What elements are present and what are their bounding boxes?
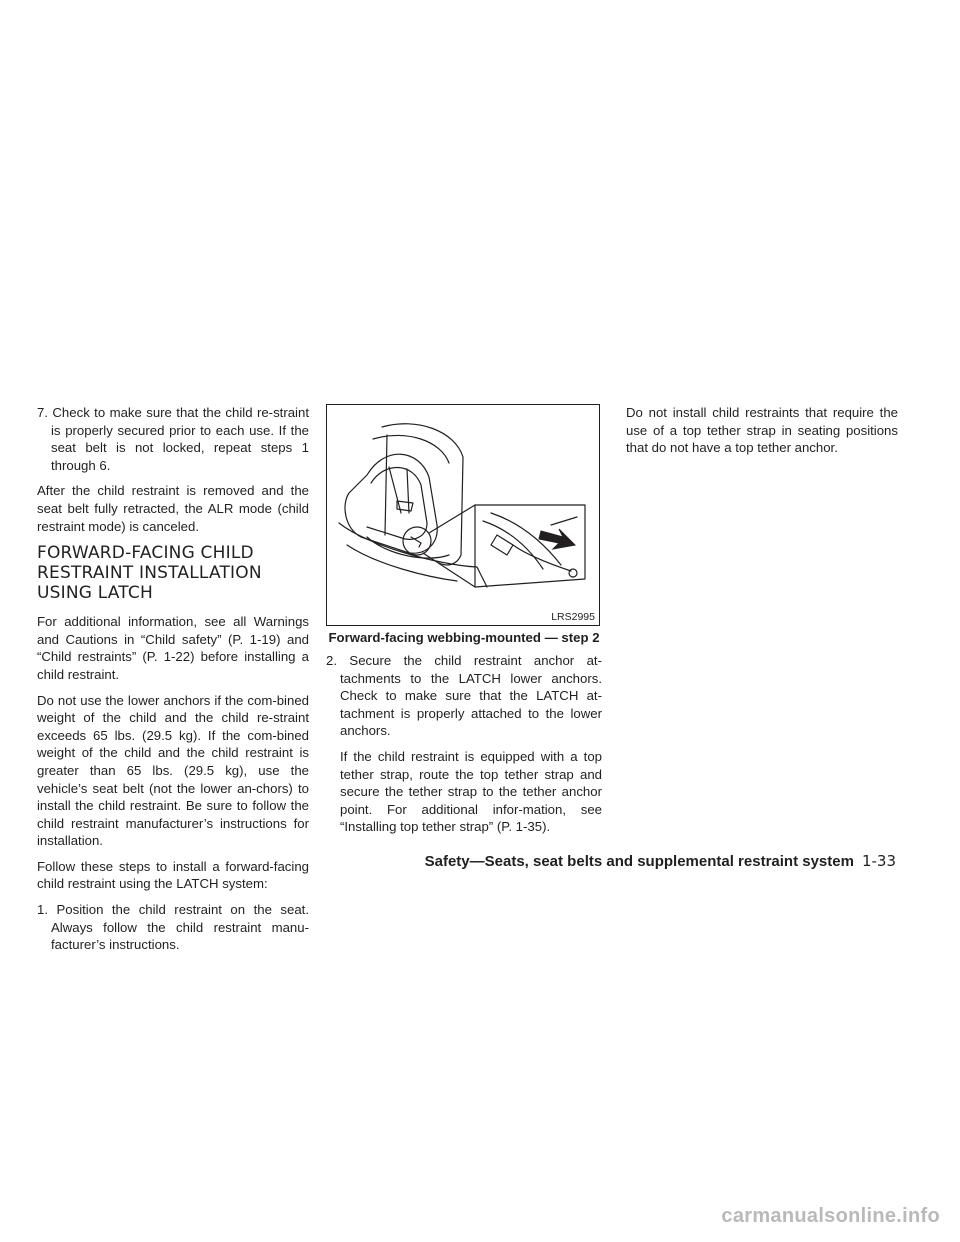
- footer-section-title: Safety—Seats, seat belts and supplemental restraint system: [424, 853, 854, 870]
- watermark: carmanualsonline.info: [721, 1205, 940, 1227]
- figure-code: LRS2995: [551, 611, 595, 623]
- child-seat-illustration: [326, 404, 600, 626]
- step-1: 1. Position the child restraint on the seat. Always follow the child restraint manu-facturer’s instructions.: [37, 902, 309, 953]
- page-footer: [425, 852, 896, 870]
- text-column-1: [37, 404, 309, 962]
- figure-caption: Forward-facing webbing-mounted — step 2: [328, 630, 600, 645]
- text-column-2: [326, 404, 602, 844]
- paragraph-follow-steps: Follow these steps to install a forward-facing child restraint using the LATCH system:: [37, 858, 309, 892]
- step-2-tether: If the child restraint is equipped with a top tether strap, route the top tether strap and secure the tether strap to the tether anchor point. For additional infor-mation, see “Installing top tether strap” (P. 1-35).: [340, 748, 602, 835]
- section-heading: FORWARD-FACING CHILD RESTRAINT INSTALLATION USING LATCH: [37, 543, 262, 604]
- step-7: 7. Check to make sure that the child re-straint is properly secured prior to each use. If the seat belt is not locked, repeat steps 1 through 6.: [37, 405, 309, 473]
- paragraph-tether-warning: Do not install child restraints that require the use of a top tether strap in seating positions that do not have a top tether anchor.: [626, 405, 898, 456]
- paragraph-additional-info: For additional information, see all Warnings and Cautions in “Child safety” (P. 1-19) and “Child restraints” (P. 1-22) before installing a child restraint.: [37, 614, 309, 682]
- page-number: 1-33: [861, 852, 896, 870]
- paragraph-lower-anchors: Do not use the lower anchors if the com-bined weight of the child and the child re-straint exceeds 65 lbs. (29.5 kg). If the com-bined weight of the child and the child restraint is greater than 65 lbs. (29.5 kg), use the vehicle’s seat belt (not the lower an-chors) to install the child restraint. Be sure to follow the child restraint manufacturer’s instructions for installation.: [37, 692, 309, 849]
- paragraph-alr: After the child restraint is removed and the seat belt fully retracted, the ALR mode (child restraint mode) is canceled.: [37, 483, 309, 534]
- step-2: 2. Secure the child restraint anchor at-tachments to the LATCH lower anchors. Check to make sure that the LATCH at-tachment is properly attached to the lower anchors.: [326, 653, 602, 739]
- text-column-3: [626, 404, 898, 465]
- child-seat-drawing: [327, 405, 598, 624]
